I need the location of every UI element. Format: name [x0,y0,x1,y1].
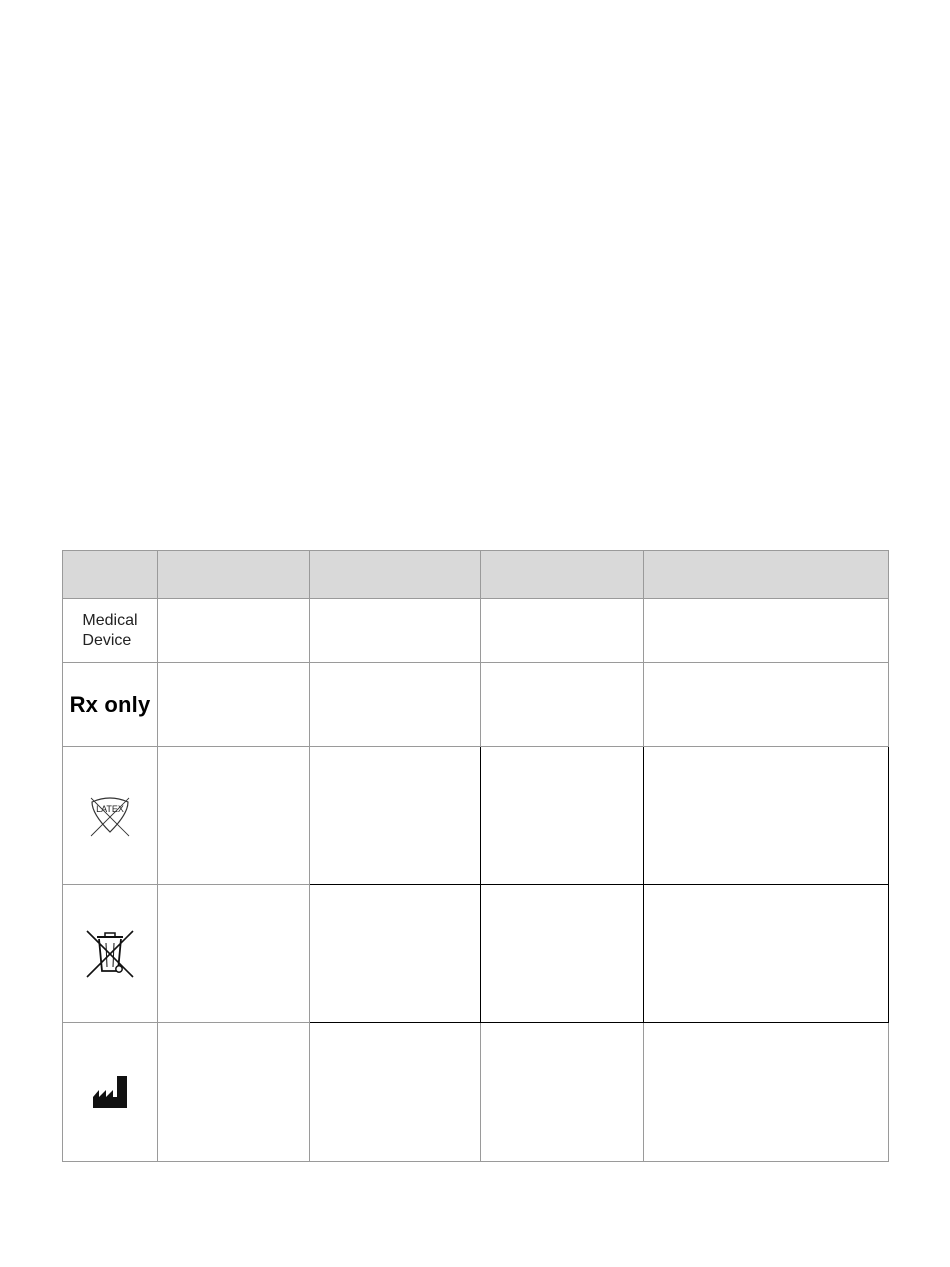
table-cell [158,599,310,663]
table-row [63,1023,889,1162]
table-row [63,747,889,885]
table-cell [310,1023,481,1162]
latex-free-icon [88,794,132,838]
medical-device-line1: Medical [82,611,138,629]
table-cell [310,747,481,885]
header-cell [644,551,889,599]
table-row [63,663,889,747]
table-cell [644,1023,889,1162]
manufacturer-icon [92,1075,128,1109]
latex-label: LATEX [96,803,124,814]
table-cell [158,747,310,885]
table-cell [644,885,889,1023]
header-cell [158,551,310,599]
table-cell [481,747,644,885]
symbols-table [62,550,889,1162]
symbol-cell [63,885,158,1023]
table-cell [481,885,644,1023]
weee-bin-icon [85,929,135,979]
table-row [63,885,889,1023]
symbol-cell [63,663,158,747]
table-cell [158,885,310,1023]
header-cell [310,551,481,599]
symbol-cell [63,747,158,885]
table-cell [644,663,889,747]
table-cell [644,599,889,663]
header-cell [481,551,644,599]
medical-device-symbol [82,611,137,651]
table-cell [644,747,889,885]
table-cell [310,599,481,663]
table-cell [310,885,481,1023]
medical-device-line2: Device [82,631,132,649]
table-header-row [63,551,889,599]
table-row [63,599,889,663]
symbol-cell [63,599,158,663]
rx-only-symbol: Rx only [69,691,151,717]
header-cell [63,551,158,599]
table-cell [481,599,644,663]
symbol-cell [63,1023,158,1162]
table-cell [481,1023,644,1162]
table-cell [481,663,644,747]
table-cell [158,663,310,747]
table-cell [158,1023,310,1162]
table-cell [310,663,481,747]
